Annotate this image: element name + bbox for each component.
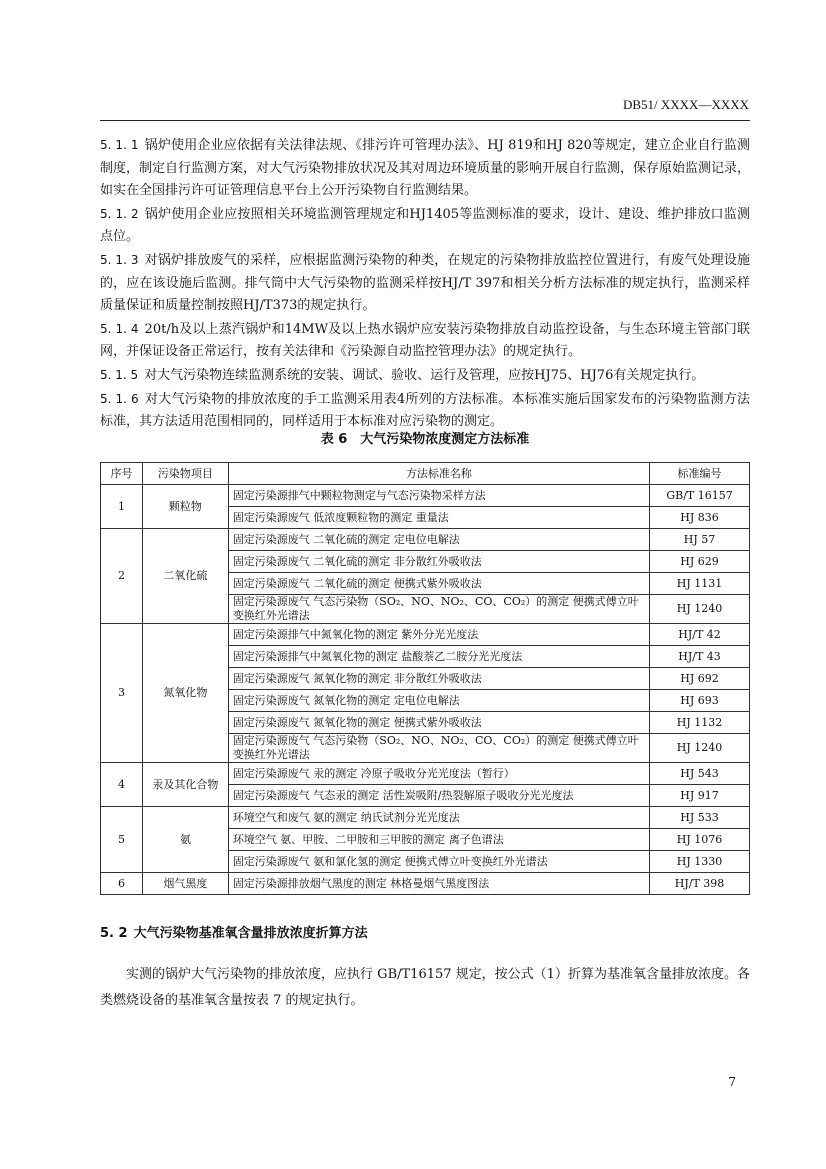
standard-code: HJ 692 xyxy=(650,668,750,690)
header-pollutant: 污染物项目 xyxy=(142,463,228,485)
table-row xyxy=(101,529,750,551)
standard-code: HJ 1132 xyxy=(650,712,750,734)
method-name: 固定污染源排气中颗粒物测定与气态污染物采样方法 xyxy=(228,485,649,507)
pollutant-name: 汞及其化合物 xyxy=(142,763,228,807)
clause-list xyxy=(100,134,750,434)
standard-code: HJ 1330 xyxy=(650,851,750,873)
pollutant-name: 氨 xyxy=(142,807,228,873)
table-row xyxy=(101,485,750,507)
pollutant-name: 二氧化硫 xyxy=(142,529,228,624)
clause-5-1-5 xyxy=(100,364,750,388)
method-name: 固定污染源排气中氮氧化物的测定 紫外分光光度法 xyxy=(228,624,649,646)
method-name: 固定污染源排放烟气黑度的测定 林格曼烟气黑度图法 xyxy=(228,873,649,895)
table-row xyxy=(101,763,750,785)
standard-code: HJ/T 43 xyxy=(650,646,750,668)
standard-code: HJ 1240 xyxy=(650,595,750,624)
standard-code: HJ 629 xyxy=(650,551,750,573)
table-header-row xyxy=(101,463,750,485)
header-divider xyxy=(100,120,750,121)
section-paragraph: 实测的锅炉大气污染物的排放浓度，应执行 GB/T16157 规定，按公式（1）折算为基准氧含量排放浓度。各类燃烧设备的基准氧含量按表 7 的规定执行。 xyxy=(100,967,750,1008)
standard-code: GB/T 16157 xyxy=(650,485,750,507)
method-name: 固定污染源废气 气态污染物（SO₂、NO、NO₂、CO、CO₂）的测定 便携式傅立叶变换红外光谱法 xyxy=(228,595,649,624)
standard-code: HJ 1240 xyxy=(650,734,750,763)
pollutant-name: 氮氧化物 xyxy=(142,624,228,763)
standard-code: HJ/T 42 xyxy=(650,624,750,646)
method-name: 固定污染源废气 二氧化硫的测定 便携式紫外吸收法 xyxy=(228,573,649,595)
clause-text: 20t/h及以上蒸汽锅炉和14MW及以上热水锅炉应安装污染物排放自动监控设备，与生态环境主管部门联网，并保证设备正常运行，按有关法律和《污染源自动监控管理办法》的规定执行。 xyxy=(100,321,750,360)
clause-text: 对大气污染物的排放浓度的手工监测采用表4所列的方法标准。本标准实施后国家发布的污染物监测方法标准，其方法适用范围相同的，同样适用于本标准对应污染物的测定。 xyxy=(100,391,750,430)
page-number: 7 xyxy=(728,1075,736,1089)
clause-number: 5. 1. 2 xyxy=(100,206,139,221)
row-number: 1 xyxy=(101,485,143,529)
method-name: 固定污染源废气 低浓度颗粒物的测定 重量法 xyxy=(228,507,649,529)
method-name: 固定污染源废气 气态污染物（SO₂、NO、NO₂、CO、CO₂）的测定 便携式傅立叶变换红外光谱法 xyxy=(228,734,649,763)
method-name: 固定污染源废气 氮氧化物的测定 定电位电解法 xyxy=(228,690,649,712)
clause-5-1-4 xyxy=(100,318,750,364)
method-name: 固定污染源废气 汞的测定 冷原子吸收分光光度法（暂行） xyxy=(228,763,649,785)
table-row xyxy=(101,873,750,895)
method-name: 固定污染源废气 二氧化硫的测定 非分散红外吸收法 xyxy=(228,551,649,573)
header-code: 标准编号 xyxy=(650,463,750,485)
pollutant-name: 颗粒物 xyxy=(142,485,228,529)
method-name: 固定污染源排气中氮氧化物的测定 盐酸萘乙二胺分光光度法 xyxy=(228,646,649,668)
row-number: 6 xyxy=(101,873,143,895)
clause-number: 5. 1. 5 xyxy=(100,367,139,382)
header-method: 方法标准名称 xyxy=(228,463,649,485)
row-number: 4 xyxy=(101,763,143,807)
section-title: 大气污染物基准氧含量排放浓度折算方法 xyxy=(133,926,368,941)
standard-code: HJ 836 xyxy=(650,507,750,529)
standard-code: HJ 57 xyxy=(650,529,750,551)
table-row xyxy=(101,807,750,829)
row-number: 3 xyxy=(101,624,143,763)
standard-code: HJ 1131 xyxy=(650,573,750,595)
clause-number: 5. 1. 4 xyxy=(100,321,139,336)
clause-number: 5. 1. 3 xyxy=(100,252,139,267)
standard-code: HJ 693 xyxy=(650,690,750,712)
clause-5-1-6 xyxy=(100,388,750,434)
clause-number: 5. 1. 6 xyxy=(100,391,139,406)
document-code: DB51/ XXXX—XXXX xyxy=(622,97,749,112)
section-number: 5. 2 xyxy=(100,926,128,941)
table-title: 表 6 大气污染物浓度测定方法标准 xyxy=(320,432,530,447)
method-name: 环境空气和废气 氨的测定 纳氏试剂分光光度法 xyxy=(228,807,649,829)
header-no: 序号 xyxy=(101,463,143,485)
standard-code: HJ 533 xyxy=(650,807,750,829)
standard-code: HJ 1076 xyxy=(650,829,750,851)
clause-text: 对锅炉排放废气的采样，应根据监测污染物的种类，在规定的污染物排放监控位置进行，有废气处理设施的，应在该设施后监测。排气筒中大气污染物的监测采样按HJ/T 397和相关分析方法标准的规定执行，监测采样质量保证和质量控制按照HJ/T373的规定执行。 xyxy=(100,252,750,314)
method-standards-table xyxy=(100,462,750,895)
standard-code: HJ 543 xyxy=(650,763,750,785)
section-heading xyxy=(100,922,368,941)
clause-5-1-2 xyxy=(100,203,750,249)
clause-text: 锅炉使用企业应依据有关法律法规、《排污许可管理办法》、HJ 819和HJ 820等规定，建立企业自行监测制度，制定自行监测方案，对大气污染物排放状况及其对周边环境质量的影响开展自行监测，保存原始监测记录，如实在全国排污许可证管理信息平台上公开污染物自行监测结果。 xyxy=(100,138,751,199)
method-name: 固定污染源废气 气态汞的测定 活性炭吸附/热裂解原子吸收分光光度法 xyxy=(228,785,649,807)
row-number: 2 xyxy=(101,529,143,624)
row-number: 5 xyxy=(101,807,143,873)
clause-5-1-1 xyxy=(100,134,750,203)
method-name: 固定污染源废气 氮氧化物的测定 便携式紫外吸收法 xyxy=(228,712,649,734)
pollutant-name: 烟气黑度 xyxy=(142,873,228,895)
table-row xyxy=(101,624,750,646)
clause-number: 5. 1. 1 xyxy=(100,138,139,152)
clause-5-1-3 xyxy=(100,249,750,318)
method-name: 固定污染源废气 氮氧化物的测定 非分散红外吸收法 xyxy=(228,668,649,690)
method-name: 环境空气 氨、甲胺、二甲胺和三甲胺的测定 离子色谱法 xyxy=(228,829,649,851)
standard-code: HJ/T 398 xyxy=(650,873,750,895)
clause-text: 锅炉使用企业应按照相关环境监测管理规定和HJ1405等监测标准的要求，设计、建设、维护排放口监测点位。 xyxy=(100,206,750,245)
standard-code: HJ 917 xyxy=(650,785,750,807)
method-name: 固定污染源废气 二氧化硫的测定 定电位电解法 xyxy=(228,529,649,551)
method-name: 固定污染源废气 氨和氯化氢的测定 便携式傅立叶变换红外光谱法 xyxy=(228,851,649,873)
clause-text: 对大气污染物连续监测系统的安装、调试、验收、运行及管理，应按HJ75、HJ76有关规定执行。 xyxy=(144,367,705,383)
